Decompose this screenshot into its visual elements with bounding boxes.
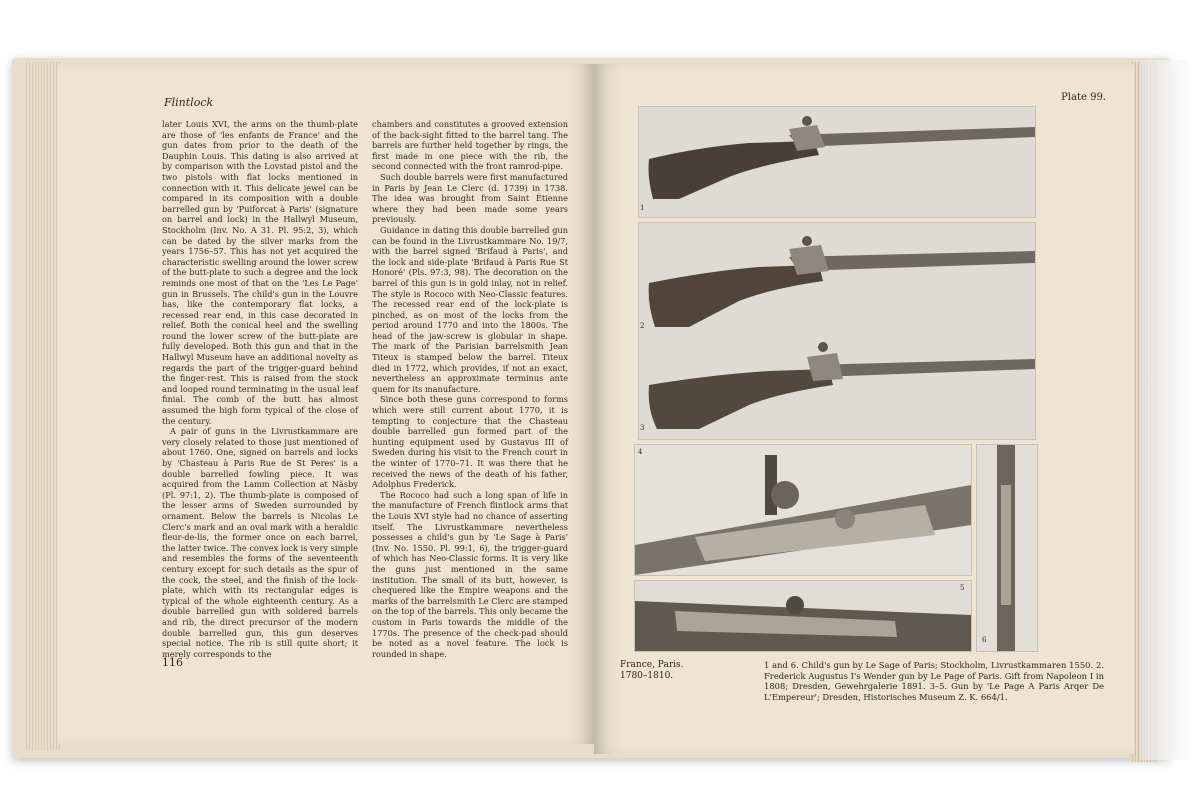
gun-illustration (639, 223, 1035, 439)
paragraph: chambers and constitutes a grooved extension of the back-sight fitted to the barrel tang. The barrels are further held together by rings, the first made in one piece with the rib, the second connected with the front ramrod-pipe. (372, 119, 568, 172)
lock-photo-4 (634, 444, 972, 576)
right-page (594, 64, 1134, 754)
plate-caption: 1 and 6. Child's gun by Le Sage of Paris; Stockholm, Livrustkammaren 1550. 2. Frederick Augustus I's Wender gun by Le Page of Paris. Gift from Napoleon I in 1808; Dresden, Gewehrgalerie 1891. 3–5. Gun by 'Le Page A Paris Arqer De L'Empereur'; Dresden, Historisches Museum Z. K. 664/1. (764, 660, 1104, 702)
lock-illustration (635, 581, 971, 651)
paragraph: later Louis XVI, the arms on the thumb-plate are those of 'les enfants de France' and the gun dates from prior to the death of the Dauphin Louis. This dating is also arrived at by comparison with the Lovstad pistol and the two pistols with flat locks mentioned in connection with it. This delicate jewel can be compared in its composition with a double barrelled gun by 'Puiforcat à Paris' (signature on barrel and lock) in the Hallwyl Museum, Stockholm (Inv. No. A 31. Pl. 95:2, 3), which can be dated by the silver marks from the years 1756–57. This has not yet acquired the characteristic swelling around the lower screw of the butt-plate to such a degree and the lock reminds one most of that on the 'Les Le Page' gun in Brussels. The child's gun in the Louvre has, like the contemporary flat locks, a recessed rear end, in this case decorated in relief. Both the conical heel and the swelling round the lower screw of the butt-plate are fully developed. Both this gun and that in the Hallwyl Museum have an additional novelty as regards the part of the trigger-guard behind the finger-rest. This is raised from the stock and looped round terminating in the usual leaf finial. The comb of the butt has almost assumed the high form typical of the close of the century. (162, 119, 358, 426)
page-number: 116 (162, 656, 183, 669)
page-edges-left (24, 62, 62, 750)
paragraph: The Rococo had such a long span of life in the manufacture of French flintlock arms that the Louis XVI style had no chance of asserting itself. The Livrustkammare nevertheless possesses a child's gun by 'Le Sage à Paris' (Inv. No. 1550. Pl. 99:1, 6), the trigger-guard of which has Neo-Classic forms. It is very like the guns just mentioned in the same institution. The small of its butt, however, is chequered like the Empire weapons and the marks of the barrelsmith Le Clerc are stamped on the top of the barrels. This only became the custom in Paris towards the middle of the 1770s. The presence of the check-pad should be noted as a novel feature. The lock is rounded in shape. (372, 489, 568, 659)
paragraph: Since both these guns correspond to forms which were still current about 1770, it is tempting to conjecture that the Chasteau double barrelled gun formed part of the hunting equipment used by Gustavus III of Sweden during his visit to the French court in the winter of 1770–71. It was there that he received the news of the death of his father, Adolphus Frederick. (372, 394, 568, 490)
caption-place: France, Paris. (620, 660, 684, 670)
left-page (58, 64, 594, 744)
figure-number: 4 (638, 448, 643, 456)
text-column-2 (372, 119, 568, 659)
trigger-guard-illustration (977, 445, 1037, 651)
figure-number: 6 (982, 636, 987, 644)
gun-photo-1 (638, 106, 1036, 218)
paragraph: Guidance in dating this double barrelled gun can be found in the Livrustkammare No. 19/7, with the barrel signed 'Brifaud à Paris', and the lock and side-plate 'Brifaud à Paris Rue St Honoré' (Pls. 97:3, 98). The decoration on the barrel of this gun is in gold inlay, not in relief. The style is Rococo with Neo-Classic features. The recessed rear end of the lock-plate is pinched, as on most of the locks from the period around 1770 and into the 1800s. The head of the jaw-screw is globular in shape. The mark of the Parisian barrelsmith Jean Titeux is stamped below the barrel. Titeux died in 1772, which provides, if not an exact, nevertheless an approximate terminus ante quem for its manufacture. (372, 224, 568, 394)
running-head: Flintlock (164, 96, 214, 109)
protective-sleeve (1140, 60, 1188, 760)
figure-number: 2 (640, 322, 645, 330)
gun-illustration (639, 107, 1035, 217)
plate-label: Plate 99. (1061, 92, 1106, 103)
gun-photo-2-3 (638, 222, 1036, 440)
figure-number: 5 (960, 584, 965, 592)
text-column-1 (162, 119, 358, 659)
lock-illustration (635, 445, 971, 575)
paragraph: A pair of guns in the Livrustkammare are very closely related to those just mentioned of about 1760. One, signed on barrels and locks by 'Chasteau à Paris Rue de St Peres' is a double barrelled fowling piece. It was acquired from the Lamm Collection at Näsby (Pl. 97:1, 2). The thumb-plate is composed of the lesser arms of Sweden surrounded by ornament. Below the barrels is Nicolas Le Clerc's mark and an oval mark with a heraldic fleur-de-lis, the former once on each barrel, the latter twice. The convex lock is very simple and resembles the forms of the seventeenth century except for such details as the spur of the cock, the steel, and the finish of the lock-plate, which with its rectangular edges is typical of the whole eighteenth century. As a double barrelled gun with soldered barrels and rib, the direct precursor of the modern double barrelled gun, this gun deserves special notice. The rib is still quite short; it merely corresponds to the (162, 426, 358, 659)
figure-number: 1 (640, 204, 645, 212)
trigger-photo-6 (976, 444, 1038, 652)
paragraph: Such double barrels were first manufactured in Paris by Jean Le Clerc (d. 1739) in 1738. The idea was brought from Saint Étienne where they had been made some years previously. (372, 171, 568, 225)
caption-place-date (620, 660, 683, 682)
caption-date: 1780–1810. (620, 671, 674, 681)
figure-number: 3 (640, 424, 645, 432)
lock-photo-5 (634, 580, 972, 652)
